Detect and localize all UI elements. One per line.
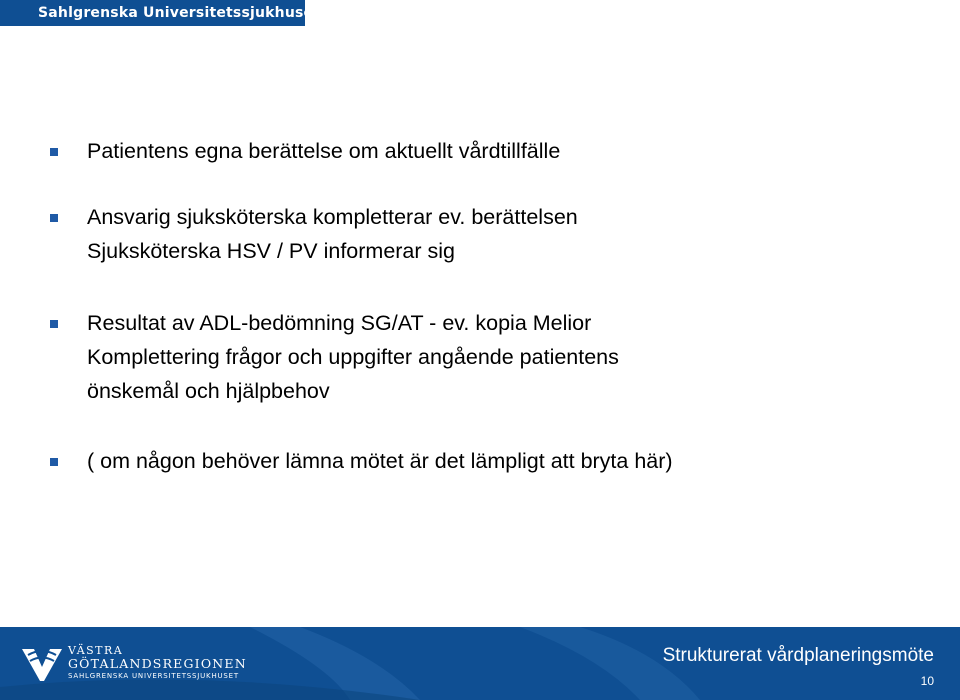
bullet-square-icon	[50, 148, 58, 156]
header-organization-banner: Sahlgrenska Universitetssjukhuset	[0, 0, 305, 26]
bullet-text	[87, 200, 578, 268]
page-number: 10	[920, 674, 934, 688]
logo-line: GÖTALANDSREGIONEN	[68, 656, 247, 671]
bullet-line: Resultat av ADL-bedömning SG/AT - ev. kopia Melior	[87, 311, 592, 335]
bullet-square-icon	[50, 320, 58, 328]
logo-line: VÄSTRA	[68, 644, 124, 657]
bullet-line: Ansvarig sjuksköterska kompletterar ev. berättelsen	[87, 205, 578, 229]
bullet-line: ( om någon behöver lämna mötet är det lämpligt att bryta här)	[87, 449, 673, 473]
footer-bar	[0, 627, 960, 700]
bullet-text	[87, 306, 619, 408]
bullet-line: Komplettering frågor och uppgifter angående patientens	[87, 345, 619, 369]
logo-line: SAHLGRENSKA UNIVERSITETSSJUKHUSET	[68, 672, 239, 680]
bullet-text	[87, 134, 560, 168]
bullet-line: Patientens egna berättelse om aktuellt vårdtillfälle	[87, 139, 561, 163]
bullet-line: önskemål och hjälpbehov	[87, 379, 330, 403]
vgr-logo-text	[68, 645, 247, 681]
bullet-square-icon	[50, 458, 58, 466]
bullet-square-icon	[50, 214, 58, 222]
bullet-line: Sjuksköterska HSV / PV informerar sig	[87, 239, 456, 263]
footer-title: Strukturerat vårdplaneringsmöte	[662, 645, 934, 666]
bullet-text	[87, 444, 673, 478]
vgr-logo-icon	[20, 645, 64, 685]
